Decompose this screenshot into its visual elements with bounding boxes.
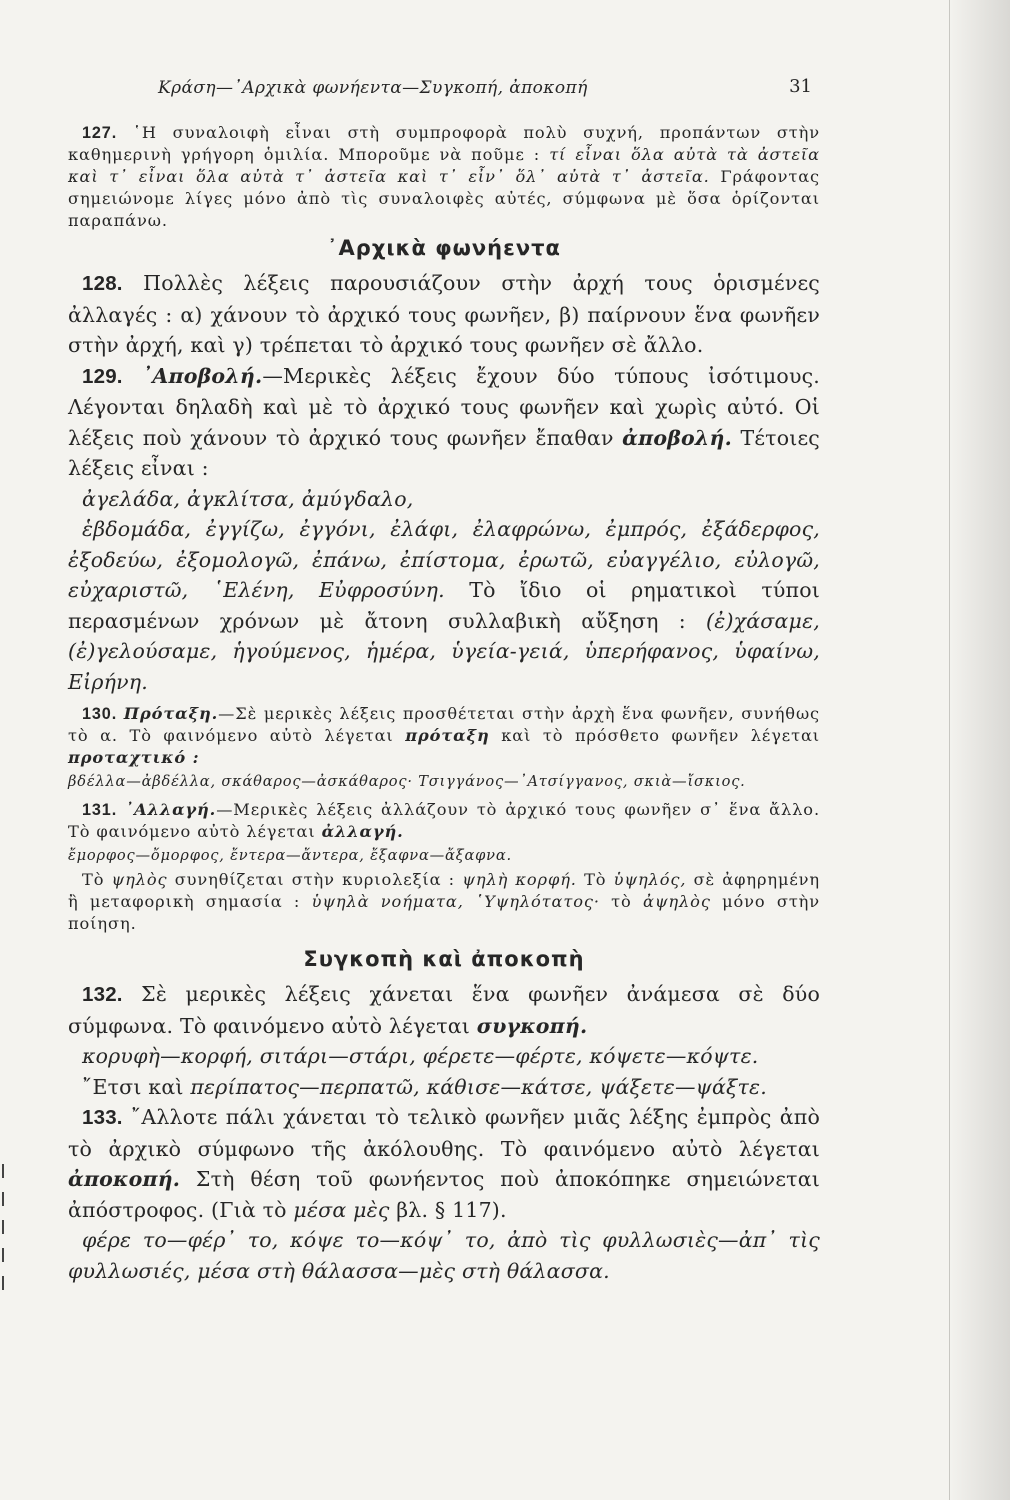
paragraph-text: βλ. § 117). — [396, 1197, 507, 1222]
term-label: ἀποβολή. — [622, 425, 732, 450]
section-heading: ᾿Αρχικὰ φωνήεντα — [327, 236, 561, 260]
note-text: Τὸ — [584, 870, 607, 889]
binding-marks — [0, 1150, 6, 1300]
term-label: Πρόταξη. — [123, 704, 219, 723]
paragraph-text: —Μερικὲς λέξεις ἔχουν δύο τύπους ἰσότιμους. Λέγονται δηλαδὴ καὶ μὲ τὸ ἀρχικό τους φωνῆεν καὶ χωρὶς αὐτό. Οἱ λέξεις ποὺ χάνουν τὸ ἀρχικό τους φωνῆεν ἔπαθαν — [68, 363, 821, 450]
paragraph-text: Τὸ ἴδιο οἱ ρηματικοὶ τύποι περασμένων χρόνων μὲ ἄτονη συλλαβικὴ αὔξηση : — [68, 578, 821, 633]
example-line: ἔμορφος—ὄμορφος, ἔντερα—ἄντερα, ἔξαφνα—ἄξαφνα. — [68, 847, 512, 864]
section-number: 132. — [82, 983, 123, 1006]
example-text: (ἐ)χάσαμε, (ἐ)γελούσαμε, ἡγούμενος, ἡμέρα, ὑγεία-γειά, ὑπερήφανος, ὑφαίνω, Εἰρήνη. — [68, 608, 820, 694]
book-page — [68, 70, 820, 1286]
note-text: τὸ — [611, 892, 632, 911]
page-header — [68, 70, 820, 106]
paragraph-132 — [68, 979, 820, 1041]
section-number: 130. — [82, 705, 118, 723]
note-example: ὑψηλὰ νοήματα, ῾Υψηλότατος· — [311, 892, 600, 911]
paragraph-text: Γράφοντας σημειώνομε λίγες μόνο ἀπὸ τὶς συναλοιφὲς αὐτές, σύμφωνα μὲ ὅσα ὁρίζονται παραπάνω. — [68, 167, 820, 230]
term-label: πρόταξη — [405, 726, 490, 745]
page-edge-shadow — [948, 0, 1010, 1500]
paragraph-130 — [68, 703, 820, 769]
paragraph-text: Πολλὲς λέξεις παρουσιάζουν στὴν ἀρχή τους ὁρισμένες ἀλλαγές : α) χάνουν τὸ ἀρχικό τους φωνῆεν, β) παίρνουν ἕνα φωνῆεν στὴν ἀρχή, καὶ γ) τρέπεται τὸ ἀρχικό τους φωνῆεν σὲ ἄλλο. — [68, 271, 820, 357]
section-number: 129. — [82, 364, 123, 388]
note-example: ψηλὸς — [111, 870, 168, 889]
paragraph-128 — [68, 268, 820, 361]
term-label: συγκοπή. — [476, 1013, 588, 1038]
paragraph-text: Στὴ θέση τοῦ φωνήεντος ποὺ ἀποκόπηκε σημειώνεται ἀπόστροφος. (Γιὰ τὸ — [68, 1167, 820, 1222]
note-text: Τὸ — [82, 870, 105, 889]
paragraph-129 — [68, 361, 820, 484]
term-label: ἀποκοπή. — [68, 1167, 181, 1191]
section-number: 133. — [82, 1106, 123, 1129]
section-number: 127. — [82, 124, 118, 142]
paragraph-text: Τέτοιες λέξεις εἶναι : — [68, 425, 820, 480]
paragraph-127 — [68, 122, 820, 232]
example-line — [68, 1072, 820, 1103]
paragraph-133 — [68, 1102, 820, 1225]
section-number: 128. — [82, 272, 123, 295]
paragraph-text: —Σὲ μερικὲς λέξεις προσθέτεται στὴν ἀρχὴ ἕνα φωνῆεν, συνήθως τὸ α. Τὸ φαινόμενο αὐτὸ λέγεται — [68, 704, 821, 745]
note-example: ψηλὴ κορφή. — [462, 870, 577, 889]
running-title: Κράση—᾿Αρχικὰ φωνήεντα—Συγκοπή, ἀποκοπή — [158, 78, 588, 98]
note-example: ἀψηλὸς — [643, 892, 711, 911]
section-heading: Συγκοπὴ καὶ ἀποκοπὴ — [303, 947, 585, 971]
example-block — [68, 1225, 820, 1286]
term-label: ᾿Αλλαγή. — [125, 800, 217, 819]
example-text: περίπατος—περπατῶ, κάθισε—κάτσε, ψάξετε—ψάξτε. — [190, 1074, 767, 1099]
page-fold-line — [949, 0, 950, 1500]
example-text: τί εἶναι ὅλα αὐτὰ τὰ ἀστεῖα καὶ τ᾿ εἶναι ὅλα αὐτὰ τ᾿ ἀστεῖα καὶ τ᾿ εἶν᾿ ὅλ᾿ αὐτὰ τ᾿ ἀστεῖα. — [68, 145, 821, 186]
paragraph-text: ῎Ετσι καὶ — [82, 1074, 184, 1099]
term-label: ᾿Αποβολή. — [141, 363, 263, 388]
term-label: ἀλλαγή. — [321, 822, 404, 841]
example-text: κορυφὴ—κορφή, σιτάρι—στάρι, φέρετε—φέρτε, κόψετε—κόψτε. — [82, 1044, 759, 1068]
paragraph-131 — [68, 799, 820, 843]
example-line — [68, 1041, 820, 1072]
usage-note — [68, 869, 820, 935]
paragraph-text: Σὲ μερικὲς λέξεις χάνεται ἕνα φωνῆεν ἀνάμεσα σὲ δύο σύμφωνα. Τὸ φαινόμενο αὐτὸ λέγεται — [68, 982, 821, 1038]
example-block — [68, 514, 820, 697]
paragraph-text: ῎Αλλοτε πάλι χάνεται τὸ τελικὸ φωνῆεν μιᾶς λέξης ἐμπρὸς ἀπὸ τὸ ἀρχικὸ σύμφωνο τῆς ἀκόλουθης. Τὸ φαινόμενο αὐτὸ λέγεται — [68, 1105, 821, 1161]
note-text: συνηθίζεται στὴν κυριολεξία : — [174, 870, 456, 889]
example-text: ἑβδομάδα, ἐγγίζω, ἐγγόνι, ἐλάφι, ἐλαφρώνω, ἐμπρός, ἐξάδερφος, ἐξοδεύω, ἐξομολογῶ, ἐπάνω, ἐπίστομα, ἐρωτῶ, εὐαγγέλιο, εὐλογῶ, εὐχαριστῶ, ῾Ελένη, Εὐφροσύνη. — [68, 517, 820, 602]
inline-example: μέσα μὲς — [293, 1197, 390, 1222]
term-label: προταχτικό : — [68, 748, 200, 767]
example-text: ἀγελάδα, ἀγκλίτσα, ἀμύγδαλο, — [82, 486, 414, 511]
note-text: σὲ ἀφηρημένη ἢ μεταφορικὴ σημασία : — [68, 870, 821, 911]
page-number: 31 — [789, 76, 812, 97]
paragraph-text: καὶ τὸ πρόσθετο φωνῆεν λέγεται — [501, 726, 821, 745]
example-line — [68, 484, 820, 515]
example-line: βδέλλα—ἀβδέλλα, σκάθαρος—ἀσκάθαρος· Τσιγγάνος—᾿Ατσίγγανος, σκιὰ—ἴσκιος. — [68, 773, 746, 790]
paragraph-text: —Μερικὲς λέξεις ἀλλάζουν τὸ ἀρχικό τους φωνῆεν σ᾿ ἕνα ἄλλο. Τὸ φαινόμενο αὐτὸ λέγεται — [68, 800, 820, 841]
example-text: φέρε το—φέρ᾿ το, κόψε το—κόψ᾿ το, ἀπὸ τὶς φυλλωσιὲς—ἀπ᾿ τὶς φυλλωσιές, μέσα στὴ θάλασσα—μὲς στὴ θάλασσα. — [68, 1228, 820, 1283]
section-number: 131. — [82, 801, 118, 819]
note-text: μόνο στὴν ποίηση. — [68, 892, 821, 933]
note-example: ὑψηλός, — [613, 870, 687, 889]
paragraph-text: ῾Η συναλοιφὴ εἶναι στὴ συμπροφορὰ πολὺ συχνή, προπάντων στὴν καθημερινὴ γρήγορη ὁμιλία. Μποροῦμε νὰ ποῦμε : — [68, 123, 820, 164]
